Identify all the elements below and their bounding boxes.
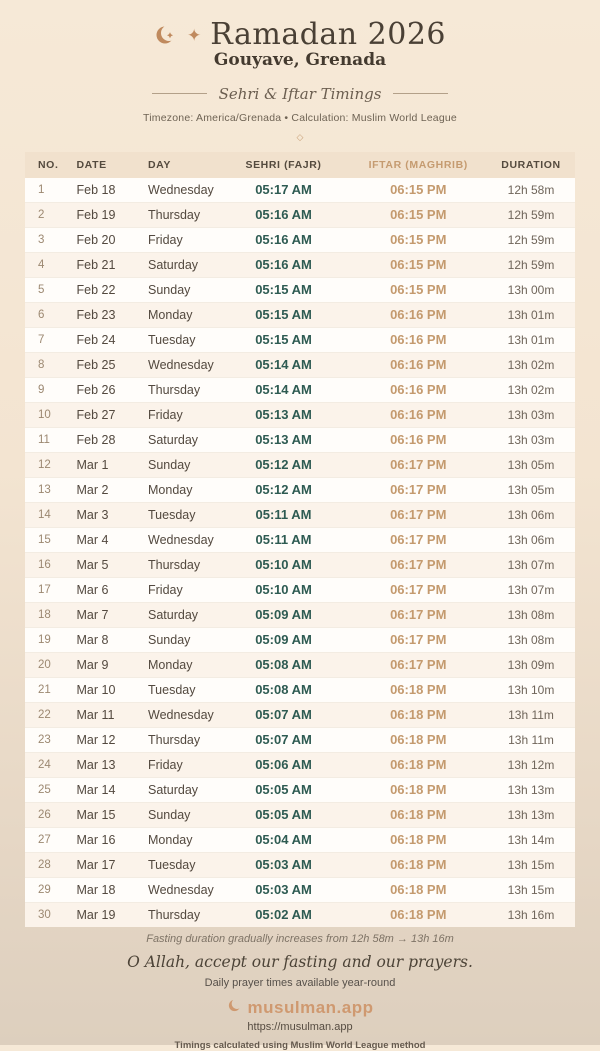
cell-duration: 13h 07m <box>487 577 575 602</box>
col-header-sehri: SEHRI (FAJR) <box>218 152 350 178</box>
cell-no: 14 <box>25 502 64 527</box>
cell-iftar: 06:17 PM <box>350 477 488 502</box>
cell-sehri: 05:06 AM <box>218 752 350 777</box>
table-row <box>25 702 575 727</box>
cell-day: Wednesday <box>148 182 214 197</box>
table-row <box>25 227 575 252</box>
cell-iftar: 06:16 PM <box>350 377 488 402</box>
cell-iftar: 06:17 PM <box>350 627 488 652</box>
cell-no: 9 <box>25 377 64 402</box>
table-row <box>25 302 575 327</box>
cell-iftar: 06:17 PM <box>350 577 488 602</box>
cell-iftar: 06:15 PM <box>350 277 488 302</box>
cell-date: Feb 19 <box>64 202 136 227</box>
cell-no: 24 <box>25 752 64 777</box>
cell-duration: 13h 15m <box>487 852 575 877</box>
cell-date: Mar 5 <box>64 552 136 577</box>
cell-day: Thursday <box>135 202 218 227</box>
col-header-date: DATE <box>64 152 136 178</box>
dua-text: O Allah, accept our fasting and our prayers. <box>127 952 473 971</box>
title-row <box>0 17 600 52</box>
cell-day: Thursday <box>135 902 218 927</box>
cell-sehri: 05:11 AM <box>218 527 350 552</box>
cell-duration: 13h 11m <box>487 702 575 727</box>
cell-duration: 13h 07m <box>487 552 575 577</box>
cell-day: Friday <box>135 227 218 252</box>
cell-duration: 12h 59m <box>487 252 575 277</box>
cell-date: Mar 8 <box>64 627 136 652</box>
calculation-method-text: Timings calculated using Muslim World League method <box>174 1039 426 1051</box>
cell-iftar: 06:16 PM <box>350 327 488 352</box>
cell-date: Feb 23 <box>64 302 136 327</box>
divider-line-right <box>393 93 448 94</box>
cell-date: Feb 28 <box>64 427 136 452</box>
cell-date: Mar 19 <box>64 902 136 927</box>
cell-sehri: 05:07 AM <box>218 727 350 752</box>
cell-iftar: 06:18 PM <box>350 902 488 927</box>
cell-duration: 13h 13m <box>487 777 575 802</box>
cell-sehri: 05:11 AM <box>218 502 350 527</box>
cell-no: 30 <box>25 902 64 927</box>
table-row <box>25 777 575 802</box>
cell-sehri: 05:16 AM <box>218 227 350 252</box>
cell-duration: 13h 01m <box>487 302 575 327</box>
cell-duration: 13h 05m <box>487 477 575 502</box>
cell-iftar: 06:18 PM <box>350 802 488 827</box>
cell-date: Mar 9 <box>64 652 136 677</box>
cell-no: 4 <box>25 252 64 277</box>
cell-no: 25 <box>25 777 64 802</box>
cell-no: 6 <box>25 302 64 327</box>
cell-iftar: 06:15 PM <box>390 182 447 198</box>
cell-iftar: 06:15 PM <box>350 227 488 252</box>
cell-date: Mar 15 <box>64 802 136 827</box>
diamond-ornament-icon: ◇ <box>296 131 304 142</box>
table-row <box>25 452 575 477</box>
cell-no: 29 <box>25 877 64 902</box>
timezone-calculation-meta: Timezone: America/Grenada • Calculation: Muslim World League <box>143 111 457 124</box>
cell-sehri: 05:10 AM <box>218 552 350 577</box>
table-row <box>25 727 575 752</box>
cell-no: 28 <box>25 852 64 877</box>
cell-iftar: 06:18 PM <box>350 702 488 727</box>
cell-date: Mar 11 <box>64 702 136 727</box>
cell-no: 18 <box>25 602 64 627</box>
cell-sehri: 05:12 AM <box>218 452 350 477</box>
cell-day: Monday <box>135 477 218 502</box>
cell-day: Wednesday <box>135 877 218 902</box>
cell-duration: 13h 09m <box>487 652 575 677</box>
cell-day: Sunday <box>135 277 218 302</box>
cell-no: 19 <box>25 627 64 652</box>
cell-day: Friday <box>135 577 218 602</box>
cell-sehri: 05:03 AM <box>218 877 350 902</box>
cell-duration: 13h 06m <box>487 502 575 527</box>
timings-table <box>25 152 575 927</box>
table-row <box>25 652 575 677</box>
cell-no: 17 <box>25 577 64 602</box>
table-row <box>25 402 575 427</box>
page-title: Ramadan 2026 <box>210 17 447 52</box>
cell-duration: 13h 03m <box>487 427 575 452</box>
cell-no: 26 <box>25 802 64 827</box>
cell-sehri: 05:16 AM <box>218 202 350 227</box>
cell-iftar: 06:18 PM <box>350 877 488 902</box>
cell-duration: 13h 08m <box>487 627 575 652</box>
cell-day: Monday <box>135 302 218 327</box>
table-row <box>25 277 575 302</box>
cell-no: 27 <box>25 827 64 852</box>
table-row <box>25 377 575 402</box>
cell-iftar: 06:15 PM <box>350 252 488 277</box>
cell-iftar: 06:17 PM <box>350 452 488 477</box>
cell-date: Mar 13 <box>64 752 136 777</box>
cell-iftar: 06:16 PM <box>350 427 488 452</box>
cell-iftar: 06:18 PM <box>350 777 488 802</box>
table-row <box>25 352 575 377</box>
cell-duration: 13h 15m <box>487 877 575 902</box>
table-row <box>25 827 575 852</box>
table-row <box>25 602 575 627</box>
cell-sehri: 05:04 AM <box>218 827 350 852</box>
availability-text: Daily prayer times available year-round <box>204 976 396 989</box>
table-row <box>25 477 575 502</box>
subtitle: Sehri & Iftar Timings <box>218 84 382 103</box>
cell-no: 10 <box>25 402 64 427</box>
table-row <box>25 877 575 902</box>
cell-iftar: 06:18 PM <box>350 752 488 777</box>
table-row <box>25 552 575 577</box>
cell-duration: 12h 59m <box>487 202 575 227</box>
table-row <box>25 752 575 777</box>
cell-sehri: 05:15 AM <box>218 277 350 302</box>
cell-sehri: 05:08 AM <box>218 677 350 702</box>
cell-sehri: 05:12 AM <box>218 477 350 502</box>
cell-iftar: 06:18 PM <box>350 852 488 877</box>
cell-date: Feb 27 <box>64 402 136 427</box>
cell-duration: 13h 06m <box>487 527 575 552</box>
cell-date: Mar 1 <box>64 452 136 477</box>
cell-day: Saturday <box>135 427 218 452</box>
footer <box>0 933 600 1051</box>
cell-day: Wednesday <box>135 527 218 552</box>
cell-duration: 13h 10m <box>487 677 575 702</box>
cell-day: Sunday <box>135 452 218 477</box>
cell-sehri: 05:09 AM <box>218 602 350 627</box>
table-row <box>25 252 575 277</box>
cell-duration: 13h 13m <box>487 802 575 827</box>
cell-sehri: 05:13 AM <box>218 427 350 452</box>
table-row <box>25 202 575 227</box>
cell-no: 12 <box>25 452 64 477</box>
cell-day: Saturday <box>135 602 218 627</box>
cell-date: Mar 17 <box>64 852 136 877</box>
cell-iftar: 06:18 PM <box>350 727 488 752</box>
cell-no: 23 <box>25 727 64 752</box>
cell-no: 15 <box>25 527 64 552</box>
cell-iftar: 06:16 PM <box>350 352 488 377</box>
cell-iftar: 06:17 PM <box>350 527 488 552</box>
cell-day: Wednesday <box>135 352 218 377</box>
cell-duration: 12h 58m <box>507 182 555 197</box>
col-header-iftar: IFTAR (MAGHRIB) <box>350 152 488 178</box>
timings-table-card <box>25 152 575 927</box>
cell-sehri: 05:08 AM <box>218 652 350 677</box>
table-row <box>25 852 575 877</box>
cell-day: Friday <box>135 402 218 427</box>
cell-sehri: 05:03 AM <box>218 852 350 877</box>
table-row <box>25 677 575 702</box>
cell-duration: 13h 14m <box>487 827 575 852</box>
cell-iftar: 06:16 PM <box>350 302 488 327</box>
cell-iftar: 06:18 PM <box>350 677 488 702</box>
cell-no: 7 <box>25 327 64 352</box>
cell-day: Tuesday <box>135 852 218 877</box>
cell-iftar: 06:17 PM <box>350 652 488 677</box>
cell-duration: 13h 01m <box>487 327 575 352</box>
table-row <box>25 577 575 602</box>
cell-iftar: 06:17 PM <box>350 552 488 577</box>
cell-day: Thursday <box>135 727 218 752</box>
brand-name[interactable]: musulman.app <box>247 997 374 1017</box>
cell-no: 5 <box>25 277 64 302</box>
cell-iftar: 06:17 PM <box>350 502 488 527</box>
cell-sehri: 05:10 AM <box>218 577 350 602</box>
cell-date: Feb 20 <box>64 227 136 252</box>
cell-day: Thursday <box>135 552 218 577</box>
cell-day: Monday <box>135 652 218 677</box>
brand-crescent-icon <box>227 998 242 1018</box>
cell-sehri: 05:05 AM <box>218 777 350 802</box>
cell-day: Wednesday <box>135 702 218 727</box>
cell-day: Tuesday <box>135 327 218 352</box>
cell-sehri: 05:15 AM <box>218 302 350 327</box>
cell-no: 11 <box>25 427 64 452</box>
cell-date: Mar 14 <box>64 777 136 802</box>
cell-sehri: 05:07 AM <box>218 702 350 727</box>
cell-sehri: 05:14 AM <box>218 352 350 377</box>
cell-sehri: 05:05 AM <box>218 802 350 827</box>
cell-date: Mar 7 <box>64 602 136 627</box>
cell-no: 3 <box>25 227 64 252</box>
cell-day: Friday <box>135 752 218 777</box>
cell-duration: 13h 05m <box>487 452 575 477</box>
cell-sehri: 05:09 AM <box>218 627 350 652</box>
cell-sehri: 05:15 AM <box>218 327 350 352</box>
table-row <box>25 327 575 352</box>
cell-no: 22 <box>25 702 64 727</box>
cell-day: Tuesday <box>135 502 218 527</box>
cell-date: Mar 3 <box>64 502 136 527</box>
cell-duration: 13h 08m <box>487 602 575 627</box>
cell-date: Mar 2 <box>64 477 136 502</box>
header <box>0 0 600 142</box>
cell-no: 1 <box>38 183 45 196</box>
cell-no: 20 <box>25 652 64 677</box>
cell-duration: 13h 00m <box>487 277 575 302</box>
table-row <box>25 802 575 827</box>
cell-iftar: 06:17 PM <box>350 602 488 627</box>
cell-date: Mar 6 <box>64 577 136 602</box>
cell-no: 2 <box>25 202 64 227</box>
table-row <box>25 178 575 203</box>
cell-duration: 13h 02m <box>487 377 575 402</box>
cell-date: Mar 16 <box>64 827 136 852</box>
cell-sehri: 05:17 AM <box>255 182 312 198</box>
cell-duration: 13h 02m <box>487 352 575 377</box>
cell-date: Feb 18 <box>76 182 116 197</box>
cell-duration: 13h 11m <box>487 727 575 752</box>
table-row <box>25 502 575 527</box>
cell-date: Feb 21 <box>64 252 136 277</box>
cell-sehri: 05:13 AM <box>218 402 350 427</box>
subtitle-row <box>0 85 600 103</box>
cell-day: Sunday <box>135 627 218 652</box>
crescent-moon-star-icon <box>154 23 178 47</box>
cell-iftar: 06:16 PM <box>350 402 488 427</box>
cell-day: Thursday <box>135 377 218 402</box>
cell-sehri: 05:02 AM <box>218 902 350 927</box>
cell-iftar: 06:18 PM <box>350 827 488 852</box>
cell-date: Feb 22 <box>64 277 136 302</box>
cell-no: 8 <box>25 352 64 377</box>
cell-duration: 13h 12m <box>487 752 575 777</box>
table-header-row <box>25 152 575 178</box>
location-title: Gouyave, Grenada <box>213 50 387 70</box>
cell-date: Feb 26 <box>64 377 136 402</box>
table-row <box>25 627 575 652</box>
cell-no: 21 <box>25 677 64 702</box>
cell-day: Sunday <box>135 802 218 827</box>
cell-no: 13 <box>25 477 64 502</box>
sparkle-icon: ✦ <box>186 25 202 45</box>
cell-date: Feb 25 <box>64 352 136 377</box>
divider-line-left <box>152 93 207 94</box>
table-row <box>25 527 575 552</box>
cell-day: Saturday <box>135 252 218 277</box>
cell-day: Tuesday <box>135 677 218 702</box>
cell-day: Saturday <box>135 777 218 802</box>
col-header-duration: DURATION <box>487 152 575 178</box>
col-header-day: DAY <box>135 152 218 178</box>
cell-date: Mar 10 <box>64 677 136 702</box>
cell-duration: 12h 59m <box>487 227 575 252</box>
brand-url[interactable]: https://musulman.app <box>247 1020 353 1033</box>
table-row <box>25 902 575 927</box>
col-header-no: NO. <box>25 152 64 178</box>
cell-sehri: 05:16 AM <box>218 252 350 277</box>
cell-duration: 13h 03m <box>487 402 575 427</box>
cell-date: Mar 18 <box>64 877 136 902</box>
cell-date: Feb 24 <box>64 327 136 352</box>
cell-date: Mar 4 <box>64 527 136 552</box>
cell-no: 16 <box>25 552 64 577</box>
cell-date: Mar 12 <box>64 727 136 752</box>
duration-note: Fasting duration gradually increases from 12h 58m → 13h 16m <box>146 932 454 945</box>
table-row <box>25 427 575 452</box>
cell-day: Monday <box>135 827 218 852</box>
cell-iftar: 06:15 PM <box>350 202 488 227</box>
cell-sehri: 05:14 AM <box>218 377 350 402</box>
brand-row <box>0 998 600 1018</box>
cell-duration: 13h 16m <box>487 902 575 927</box>
